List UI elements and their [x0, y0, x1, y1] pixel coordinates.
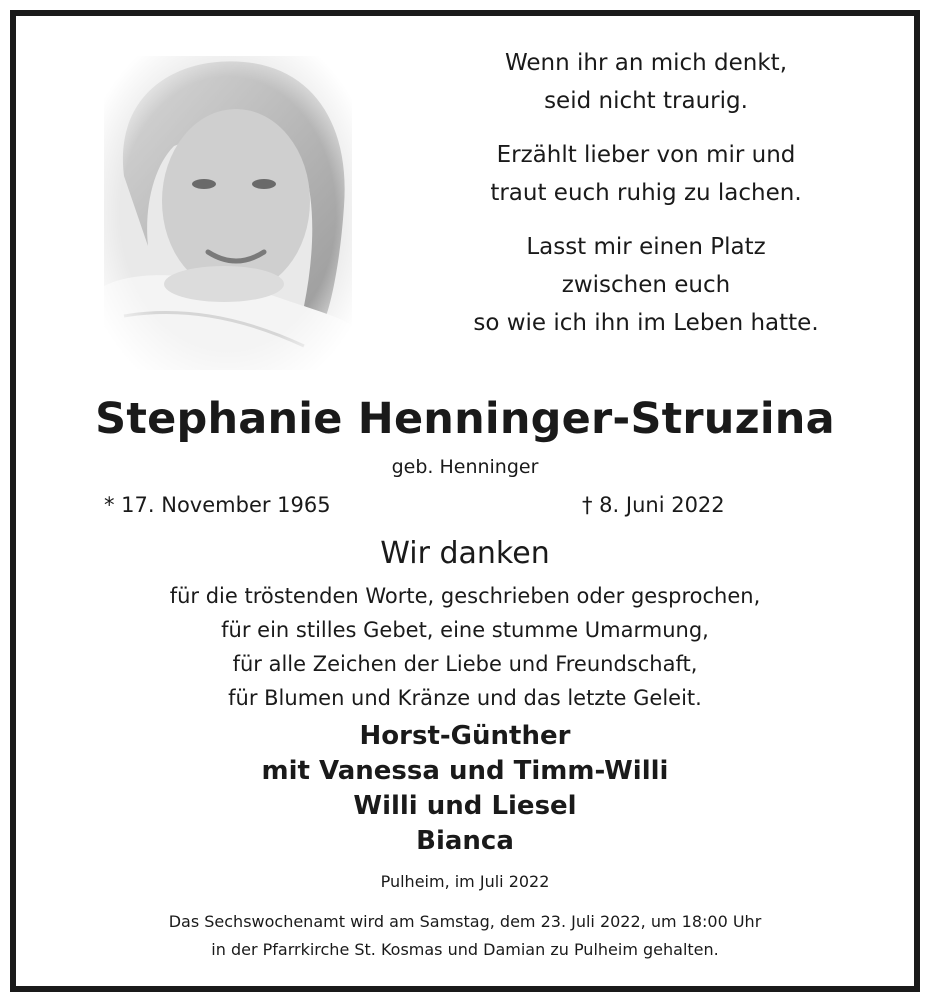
place-date: Pulheim, im Juli 2022 — [380, 872, 550, 891]
thanks-line: für Blumen und Kränze und das letzte Geleit. — [228, 686, 702, 710]
service-notice — [16, 908, 914, 964]
poem — [406, 44, 886, 358]
thanks-line: für alle Zeichen der Liebe und Freundschaft, — [232, 652, 698, 676]
family-member: Horst-Günther — [359, 721, 571, 751]
poem-line: seid nicht traurig. — [544, 88, 748, 114]
poem-line: so wie ich ihn im Leben hatte. — [473, 310, 819, 336]
poem-line: Wenn ihr an mich denkt, — [504, 50, 788, 76]
poem-line: traut euch ruhig zu lachen. — [490, 180, 802, 206]
poem-line: Erzählt lieber von mir und — [496, 142, 796, 168]
notice-line: in der Pfarrkirche St. Kosmas und Damian zu Pulheim gehalten. — [211, 940, 719, 959]
thanks-text — [16, 579, 914, 715]
poem-line: Lasst mir einen Platz — [526, 234, 766, 260]
family-member: Willi und Liesel — [353, 791, 577, 821]
poem-line: zwischen euch — [561, 272, 731, 298]
notice-line: Das Sechswochenamt wird am Samstag, dem 23. Juli 2022, um 18:00 Uhr — [168, 912, 762, 931]
poem-stanza — [406, 44, 886, 120]
thanks-line: für die tröstenden Worte, geschrieben oder gesprochen, — [169, 584, 761, 608]
death-date: † 8. Juni 2022 — [582, 493, 725, 517]
birth-date: * 17. November 1965 — [104, 493, 331, 517]
poem-stanza — [406, 228, 886, 342]
family-member: mit Vanessa und Timm-Willi — [261, 756, 669, 786]
thanks-line: für ein stilles Gebet, eine stumme Umarmung, — [221, 618, 709, 642]
maiden-name: geb. Henninger — [391, 456, 539, 478]
portrait-photo — [104, 56, 352, 370]
poem-stanza — [406, 136, 886, 212]
thanks-title: Wir danken — [380, 536, 550, 571]
obituary-notice — [10, 10, 920, 992]
family-signatures — [16, 719, 914, 859]
deceased-name: Stephanie Henninger-Struzina — [95, 394, 835, 444]
family-member: Bianca — [416, 826, 514, 856]
